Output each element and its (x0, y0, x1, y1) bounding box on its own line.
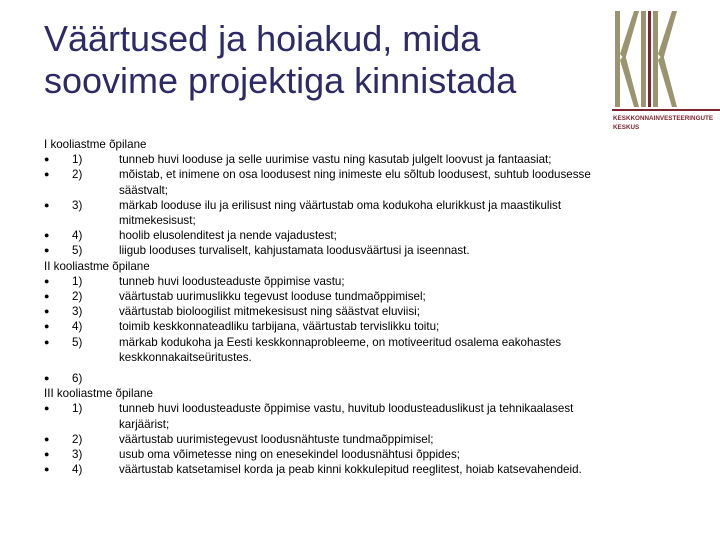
bullet-icon: ● (44, 403, 50, 414)
item-text (119, 401, 644, 431)
kik-logo (612, 8, 720, 136)
list-item (44, 371, 644, 386)
item-text-line: mõistab, et inimene on osa loodusest ning inimeste elu sõltub loodusest, suhtub loodusesse (119, 168, 591, 182)
slide-title-line-1: Väärtused ja hoiakud, mida (44, 18, 481, 59)
bullet-icon: ● (44, 449, 50, 459)
item-number: 2) (72, 168, 83, 182)
item-number: 2) (72, 432, 83, 446)
bullet-icon: ● (44, 291, 50, 301)
bullet-icon: ● (44, 275, 50, 286)
item-number: 3) (72, 448, 83, 461)
list-item (44, 432, 644, 447)
item-text-line: väärtustab uurimuslikku tegevust looduse tundmaõppimisel; (119, 290, 426, 303)
section-heading: I kooliastme õpilane (44, 138, 147, 151)
item-text-line: väärtustab bioloogilist mitmekesisust ning säästvat eluviisi; (119, 305, 420, 319)
item-text (119, 335, 644, 365)
list-item (44, 152, 644, 167)
bullet-icon: ● (44, 321, 50, 332)
bullet-icon: ● (44, 306, 50, 317)
list-item (44, 167, 644, 197)
item-text-line: liigub looduses turvaliselt, kahjustamata loodusväärtusi ja iseennast. (119, 244, 470, 258)
list-item (44, 274, 644, 289)
item-number: 5) (72, 244, 83, 258)
bullet-icon: ● (44, 373, 50, 384)
bullet-icon: ● (44, 464, 50, 475)
bullet-icon: ● (44, 199, 50, 210)
item-number: 4) (72, 463, 83, 477)
bullet-icon: ● (44, 169, 50, 180)
list-item (44, 243, 644, 258)
item-text-line: keskkonnakaitseüritustes. (119, 350, 252, 364)
item-number: 3) (72, 305, 83, 319)
item-number: 3) (72, 198, 83, 212)
item-number: 1) (72, 153, 83, 167)
item-text-line: väärtustab uurimistegevust loodusnähtuste tundmaõppimisel; (119, 432, 434, 446)
slide-title (44, 18, 604, 102)
item-text (119, 289, 644, 304)
slide-title-line-2: soovime projektiga kinnistada (44, 60, 517, 101)
item-number: 1) (72, 274, 83, 288)
kik-logo-graphic (612, 8, 720, 136)
item-text (119, 167, 644, 197)
list-item (44, 447, 644, 462)
bullet-icon: ● (44, 230, 50, 241)
list-item (44, 228, 644, 243)
item-text-line: väärtustab katsetamisel korda ja peab kinni kokkulepitud reeglitest, hoiab katsevahendeid. (119, 463, 582, 477)
list-item (44, 335, 644, 365)
item-text (119, 304, 644, 319)
item-text (119, 198, 644, 228)
item-text-line: tunneb huvi loodusteaduste õppimise vastu, huvitub loodusteaduslikust ja tehnikaalasest (119, 402, 574, 416)
item-text (119, 152, 644, 167)
item-number: 2) (72, 290, 83, 303)
list-item (44, 304, 644, 319)
item-text-line: märkab looduse ilu ja erilisust ning väärtustab oma kodukoha elurikkust ja maastikulist (119, 198, 562, 212)
item-text-line: märkab kodukoha ja Eesti keskkonnaprobleeme, on motiveeritud osalema eakohastes (119, 335, 562, 349)
item-text (119, 432, 644, 447)
item-text-line: tunneb huvi loodusteaduste õppimise vastu; (119, 274, 345, 288)
list-item (44, 289, 644, 304)
bullet-icon: ● (44, 433, 50, 444)
item-text-line: toimib keskkonnateadliku tarbijana, väärtustab tervislikku toitu; (119, 320, 440, 334)
item-text-line: karjäärist; (119, 417, 170, 431)
item-text-line: säästvalt; (119, 183, 168, 197)
section-heading: II kooliastme õpilane (44, 259, 150, 273)
item-number: 1) (72, 402, 83, 416)
item-text (119, 462, 644, 477)
bullet-icon: ● (44, 336, 50, 347)
item-number: 4) (72, 229, 83, 243)
content-list (44, 137, 644, 477)
list-item (44, 401, 644, 431)
item-text (119, 447, 644, 462)
list-item (44, 319, 644, 334)
bullet-icon: ● (44, 154, 50, 165)
item-text-line: usub oma võimetesse ning on enesekindel loodusnähtusi õppides; (119, 448, 460, 461)
list-item (44, 462, 644, 477)
item-number: 4) (72, 320, 83, 334)
section-heading: III kooliastme õpilane (44, 387, 153, 401)
item-text (119, 274, 644, 289)
item-text (119, 243, 644, 258)
item-text-line: mitmekesisust; (119, 214, 196, 227)
list-item (44, 198, 644, 228)
logo-caption-line-1: KESKKONNAINVESTEERINGUTE (613, 115, 714, 122)
item-text-line: hoolib elusolenditest ja nende vajadustest; (119, 229, 337, 243)
item-text-line: tunneb huvi looduse ja selle uurimise vastu ning kasutab julgelt loovust ja fantaasiat; (119, 153, 552, 167)
item-number: 5) (72, 335, 83, 349)
item-text (119, 319, 644, 334)
item-text (119, 228, 644, 243)
bullet-icon: ● (44, 245, 50, 256)
item-number: 6) (72, 372, 83, 386)
logo-caption-line-2: KESKUS (613, 124, 640, 131)
